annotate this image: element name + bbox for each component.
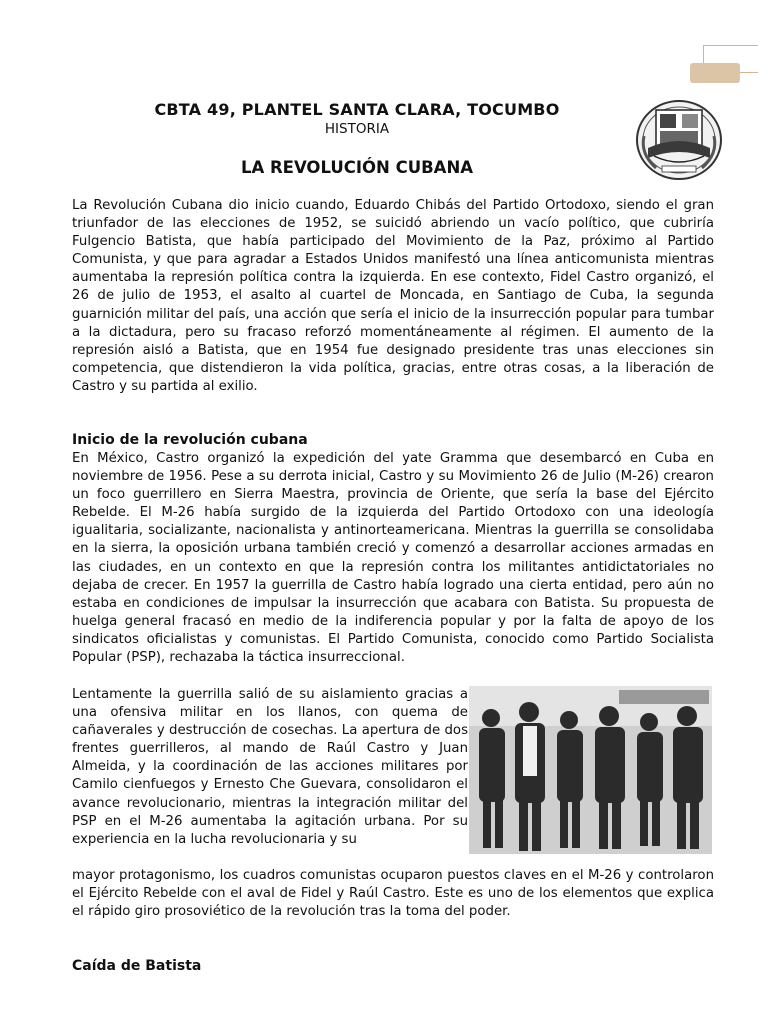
- corner-decoration-fill: [690, 63, 740, 83]
- document-header: [72, 100, 642, 137]
- wrapped-paragraph: Lentamente la guerrilla salió de su aislamiento gracias a una ofensiva militar en los llanos, con quema de cañaverales y destrucción de cosechas. La apertura de dos frentes guerrilleros, al mando de Raúl Castro y Juan Almeida, y la coordinación de las acciones militares por Camilo cienfuegos y Ernesto Che Guevara, consolidaron el avance revolucionario, mientras la integración militar del PSP en el M-26 aumentaba la agitación urbana. Por su experiencia en la lucha revolucionaria y su: [72, 687, 468, 847]
- section1-paragraph: En México, Castro organizó la expedición del yate Gramma que desembarcó en Cuba en noviembre de 1956. Pese a su derrota inicial, Castro y su Movimiento 26 de Julio (M-26) crearon un foco guerrillero en Sierra Maestra, provincia de Oriente, que sería la base del Ejército Rebelde. El M-26 había surgido de la izquierda del Partido Ortodoxo con una ideología igualitaria, socializante, nacionalista y antinorteamericana. Mientras la guerrilla se consolidaba en la sierra, la oposición urbana también creció y comenzó a desarrollar acciones armadas en las ciudades, en un contexto en que la represión contra los militantes antidictatoriales no dejaba de crecer. En 1957 la guerrilla de Castro había logrado una cierta entidad, pero aún no estaba en condiciones de impulsar la insurrección que acabara con Batista. Su propuesta de huelga general fracasó en medio de la indiferencia popular y por la falta de apoyo de los sindicatos oficialistas y comunistas. El Partido Comunista, conocido como Partido Socialista Popular (PSP), rechazaba la táctica insurreccional.: [72, 451, 714, 666]
- revolution-march-photo: [469, 686, 712, 854]
- school-emblem-icon: [634, 96, 724, 181]
- intro-paragraph: La Revolución Cubana dio inicio cuando, Eduardo Chibás del Partido Ortodoxo, siendo el gran triunfador de las elecciones de 1952, se suicidó abriendo un vacío político, que cubriría Fulgencio Batista, que había participado del Movimiento de la Paz, próximo al Partido Comunista, y que para agradar a Estados Unidos manifestó una línea anticomunista mientras aumentaba la represión política contra la izquierda. En ese contexto, Fidel Castro organizó, el 26 de julio de 1953, el asalto al cuartel de Moncada, en Santiago de Cuba, la segunda guarnición militar del país, una acción que sería el inicio de la insurrección popular para tumbar a la dictadura, pero su fracaso reforzó momentáneamente al régimen. El aumento de la represión aisló a Batista, que en 1954 fue designado presidente tras unas elecciones sin competencia, que distendieron la vida política, gracias, entre otras cosas, a la liberación de Castro y su partida al exilio.: [72, 198, 714, 394]
- subject-name: HISTORIA: [324, 121, 390, 137]
- section-heading-inicio: Inicio de la revolución cubana: [72, 432, 308, 448]
- school-name: CBTA 49, PLANTEL SANTA CLARA, TOCUMBO: [154, 100, 560, 119]
- continued-paragraph: mayor protagonismo, los cuadros comunistas ocuparon puestos claves en el M-26 y controlaron el Ejército Rebelde con el aval de Fidel y Raúl Castro. Este es uno de los elementos que explica el rápido giro prosoviético de la revolución tras la toma del poder.: [72, 868, 714, 920]
- page-title: LA REVOLUCIÓN CUBANA: [240, 158, 474, 177]
- section-heading-caida: Caída de Batista: [72, 958, 202, 974]
